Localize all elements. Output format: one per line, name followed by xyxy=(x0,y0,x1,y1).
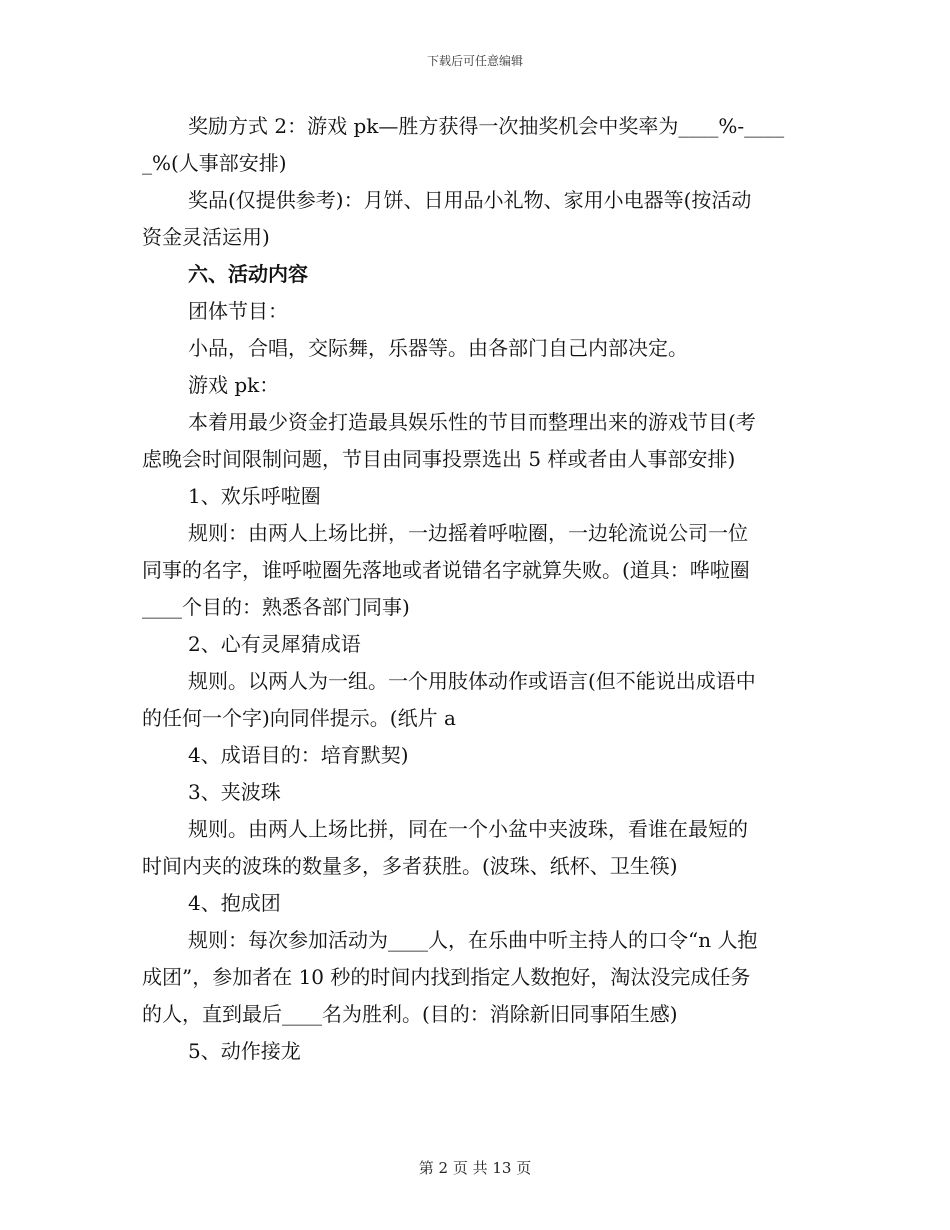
text-line: 时间内夹的波珠的数量多，多者获胜。(波珠、纸杯、卫生筷) xyxy=(142,854,678,878)
document-body xyxy=(142,108,822,1070)
page-footer: 第 2 页 共 13 页 xyxy=(418,1159,532,1177)
text-line: ____个目的：熟悉各部门同事) xyxy=(142,595,410,619)
text-line: 同事的名字，谁呼啦圈先落地或者说错名字就算失败。(道具：哗啦圈 xyxy=(142,558,750,582)
text-line: 小品，合唱，交际舞，乐器等。由各部门自己内部决定。 xyxy=(188,336,688,360)
text-line: 1、欢乐呼啦圈 xyxy=(188,484,321,508)
text-line: 2、心有灵犀猜成语 xyxy=(188,632,361,656)
text-line: _%(人事部安排) xyxy=(142,151,287,175)
text-line: 奖励方式 2：游戏 pk—胜方获得一次抽奖机会中奖率为____%-____ xyxy=(188,114,785,138)
text-line: 规则。以两人为一组。一个用肢体动作或语言(但不能说出成语中 xyxy=(188,669,756,693)
text-line: 的任何一个字)向同伴提示。(纸片 a xyxy=(142,706,456,730)
text-line: 5、动作接龙 xyxy=(188,1039,301,1063)
text-line: 3、夹波珠 xyxy=(188,780,281,804)
text-line: 本着用最少资金打造最具娱乐性的节目而整理出来的游戏节目(考 xyxy=(188,410,756,434)
text-line: 4、抱成团 xyxy=(188,891,281,915)
text-line: 4、成语目的：培育默契) xyxy=(188,743,409,767)
text-line: 规则。由两人上场比拼，同在一个小盆中夹波珠，看谁在最短的 xyxy=(188,817,748,841)
page-header: 下载后可任意编辑 xyxy=(426,54,523,68)
text-line: 虑晚会时间限制问题，节目由同事投票选出 5 样或者由人事部安排) xyxy=(142,447,736,471)
text-line: 规则：每次参加活动为____人，在乐曲中听主持人的口令“n 人抱 xyxy=(188,928,758,952)
text-line: 成团”，参加者在 10 秒的时间内找到指定人数抱好，淘汰没完成任务 xyxy=(142,965,751,989)
text-line: 资金灵活运用) xyxy=(142,225,270,249)
section-heading: 六、活动内容 xyxy=(188,262,308,286)
text-line: 奖品(仅提供参考)：月饼、日用品小礼物、家用小电器等(按活动 xyxy=(188,188,752,212)
text-line: 游戏 pk： xyxy=(188,373,280,397)
text-line: 的人，直到最后____名为胜利。(目的：消除新旧同事陌生感) xyxy=(142,1002,678,1026)
text-line: 团体节目： xyxy=(188,299,288,323)
text-line: 规则：由两人上场比拼，一边摇着呼啦圈，一边轮流说公司一位 xyxy=(188,521,748,545)
